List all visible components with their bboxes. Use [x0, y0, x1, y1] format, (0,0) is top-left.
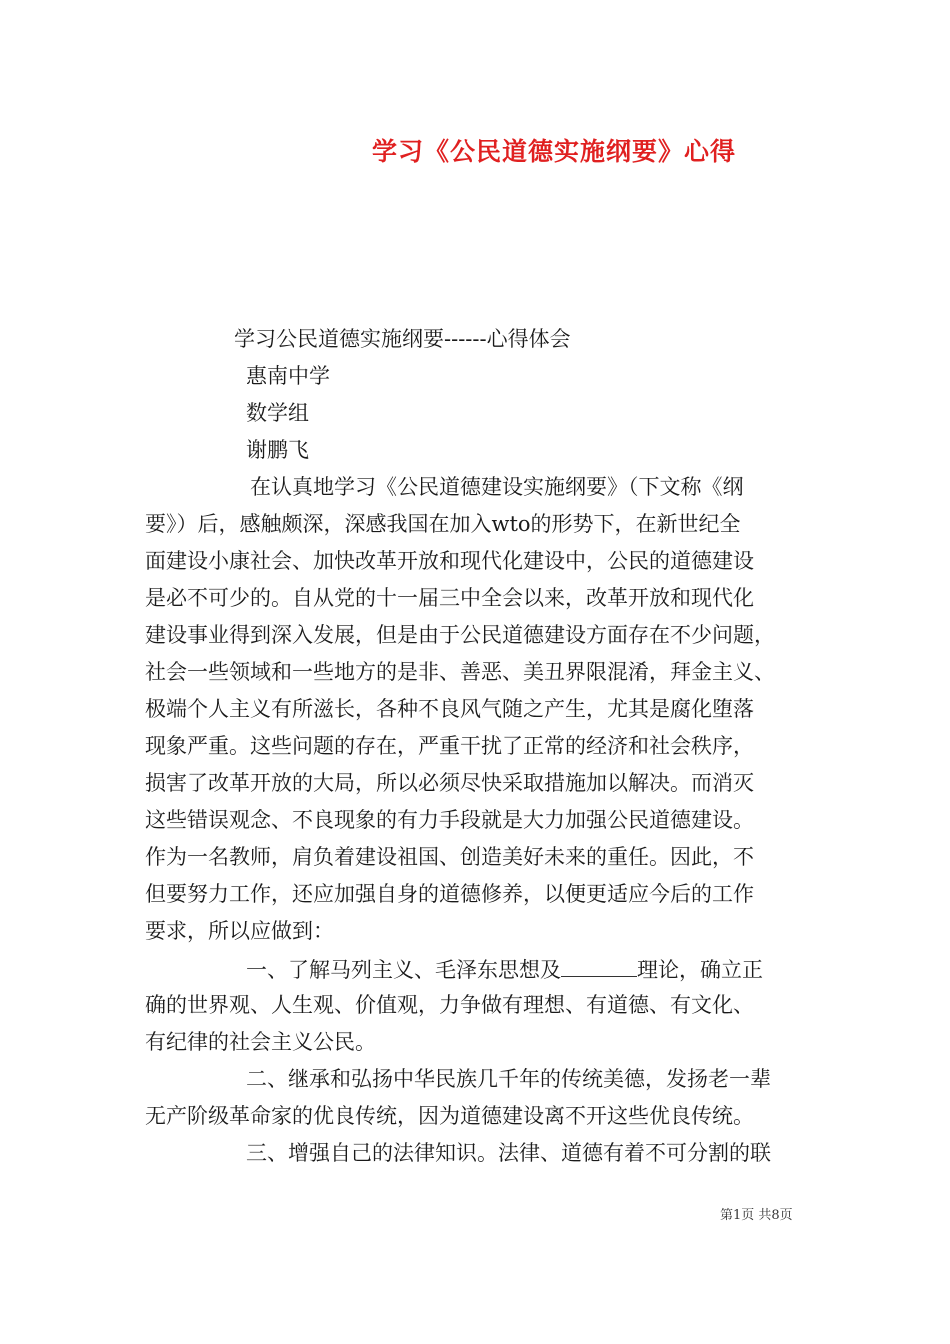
school-name: 惠南中学: [246, 364, 330, 388]
paragraph1-line: 但要努力工作，还应加强自身的道德修养，以便更适应今后的工作: [145, 882, 754, 906]
paragraph1-line: 作为一名教师，肩负着建设祖国、创造美好未来的重任。因此，不: [145, 845, 754, 869]
paragraph1-line: 这些错误观念、不良现象的有力手段就是大力加强公民道德建设。: [145, 808, 754, 832]
point1-line: 确的世界观、人生观、价值观，力争做有理想、有道德、有文化、: [145, 993, 754, 1017]
point1-first-line: [246, 958, 763, 981]
paragraph1-line: 现象严重。这些问题的存在，严重干扰了正常的经济和社会秩序，: [145, 734, 754, 758]
document-title: 学习《公民道德实施纲要》心得: [372, 137, 737, 166]
paragraph1-line: 建设事业得到深入发展，但是由于公民道德建设方面存在不少问题，: [145, 623, 775, 647]
paragraph1-line: 在认真地学习《公民道德建设实施纲要》（下文称《纲: [250, 475, 744, 499]
point3-line: 三、增强自己的法律知识。法律、道德有着不可分割的联: [246, 1141, 771, 1165]
author-name: 谢鹏飞: [246, 438, 309, 462]
paragraph1-line: 损害了改革开放的大局，所以必须尽快采取措施加以解决。而消灭: [145, 771, 754, 795]
paragraph1-line: 要》）后，感触颇深，深感我国在加入wto的形势下，在新世纪全: [145, 512, 741, 536]
paragraph1-line: 是必不可少的。自从党的十一届三中全会以来，改革开放和现代化: [145, 586, 754, 610]
point1-text-before-blank: 一、了解马列主义、毛泽东思想及: [246, 958, 561, 982]
point2-line: 无产阶级革命家的优良传统，因为道德建设离不开这些优良传统。: [145, 1104, 754, 1128]
point2-line: 二、继承和弘扬中华民族几千年的传统美德，发扬老一辈: [246, 1067, 771, 1091]
paragraph1-line: 社会一些领域和一些地方的是非、善恶、美丑界限混淆，拜金主义、: [145, 660, 775, 684]
page-number-footer: 第1页 共8页: [720, 1208, 793, 1223]
point1-line: 有纪律的社会主义公民。: [145, 1030, 376, 1054]
paragraph1-line: 要求，所以应做到：: [145, 919, 334, 943]
fill-in-blank: [561, 958, 637, 977]
point1-text-after-blank: 理论，确立正: [637, 958, 763, 982]
paragraph1-line: 面建设小康社会、加快改革开放和现代化建设中，公民的道德建设: [145, 549, 754, 573]
group-name: 数学组: [246, 401, 309, 425]
subtitle: 学习公民道德实施纲要------心得体会: [234, 327, 571, 351]
paragraph1-line: 极端个人主义有所滋长，各种不良风气随之产生，尤其是腐化堕落: [145, 697, 754, 721]
